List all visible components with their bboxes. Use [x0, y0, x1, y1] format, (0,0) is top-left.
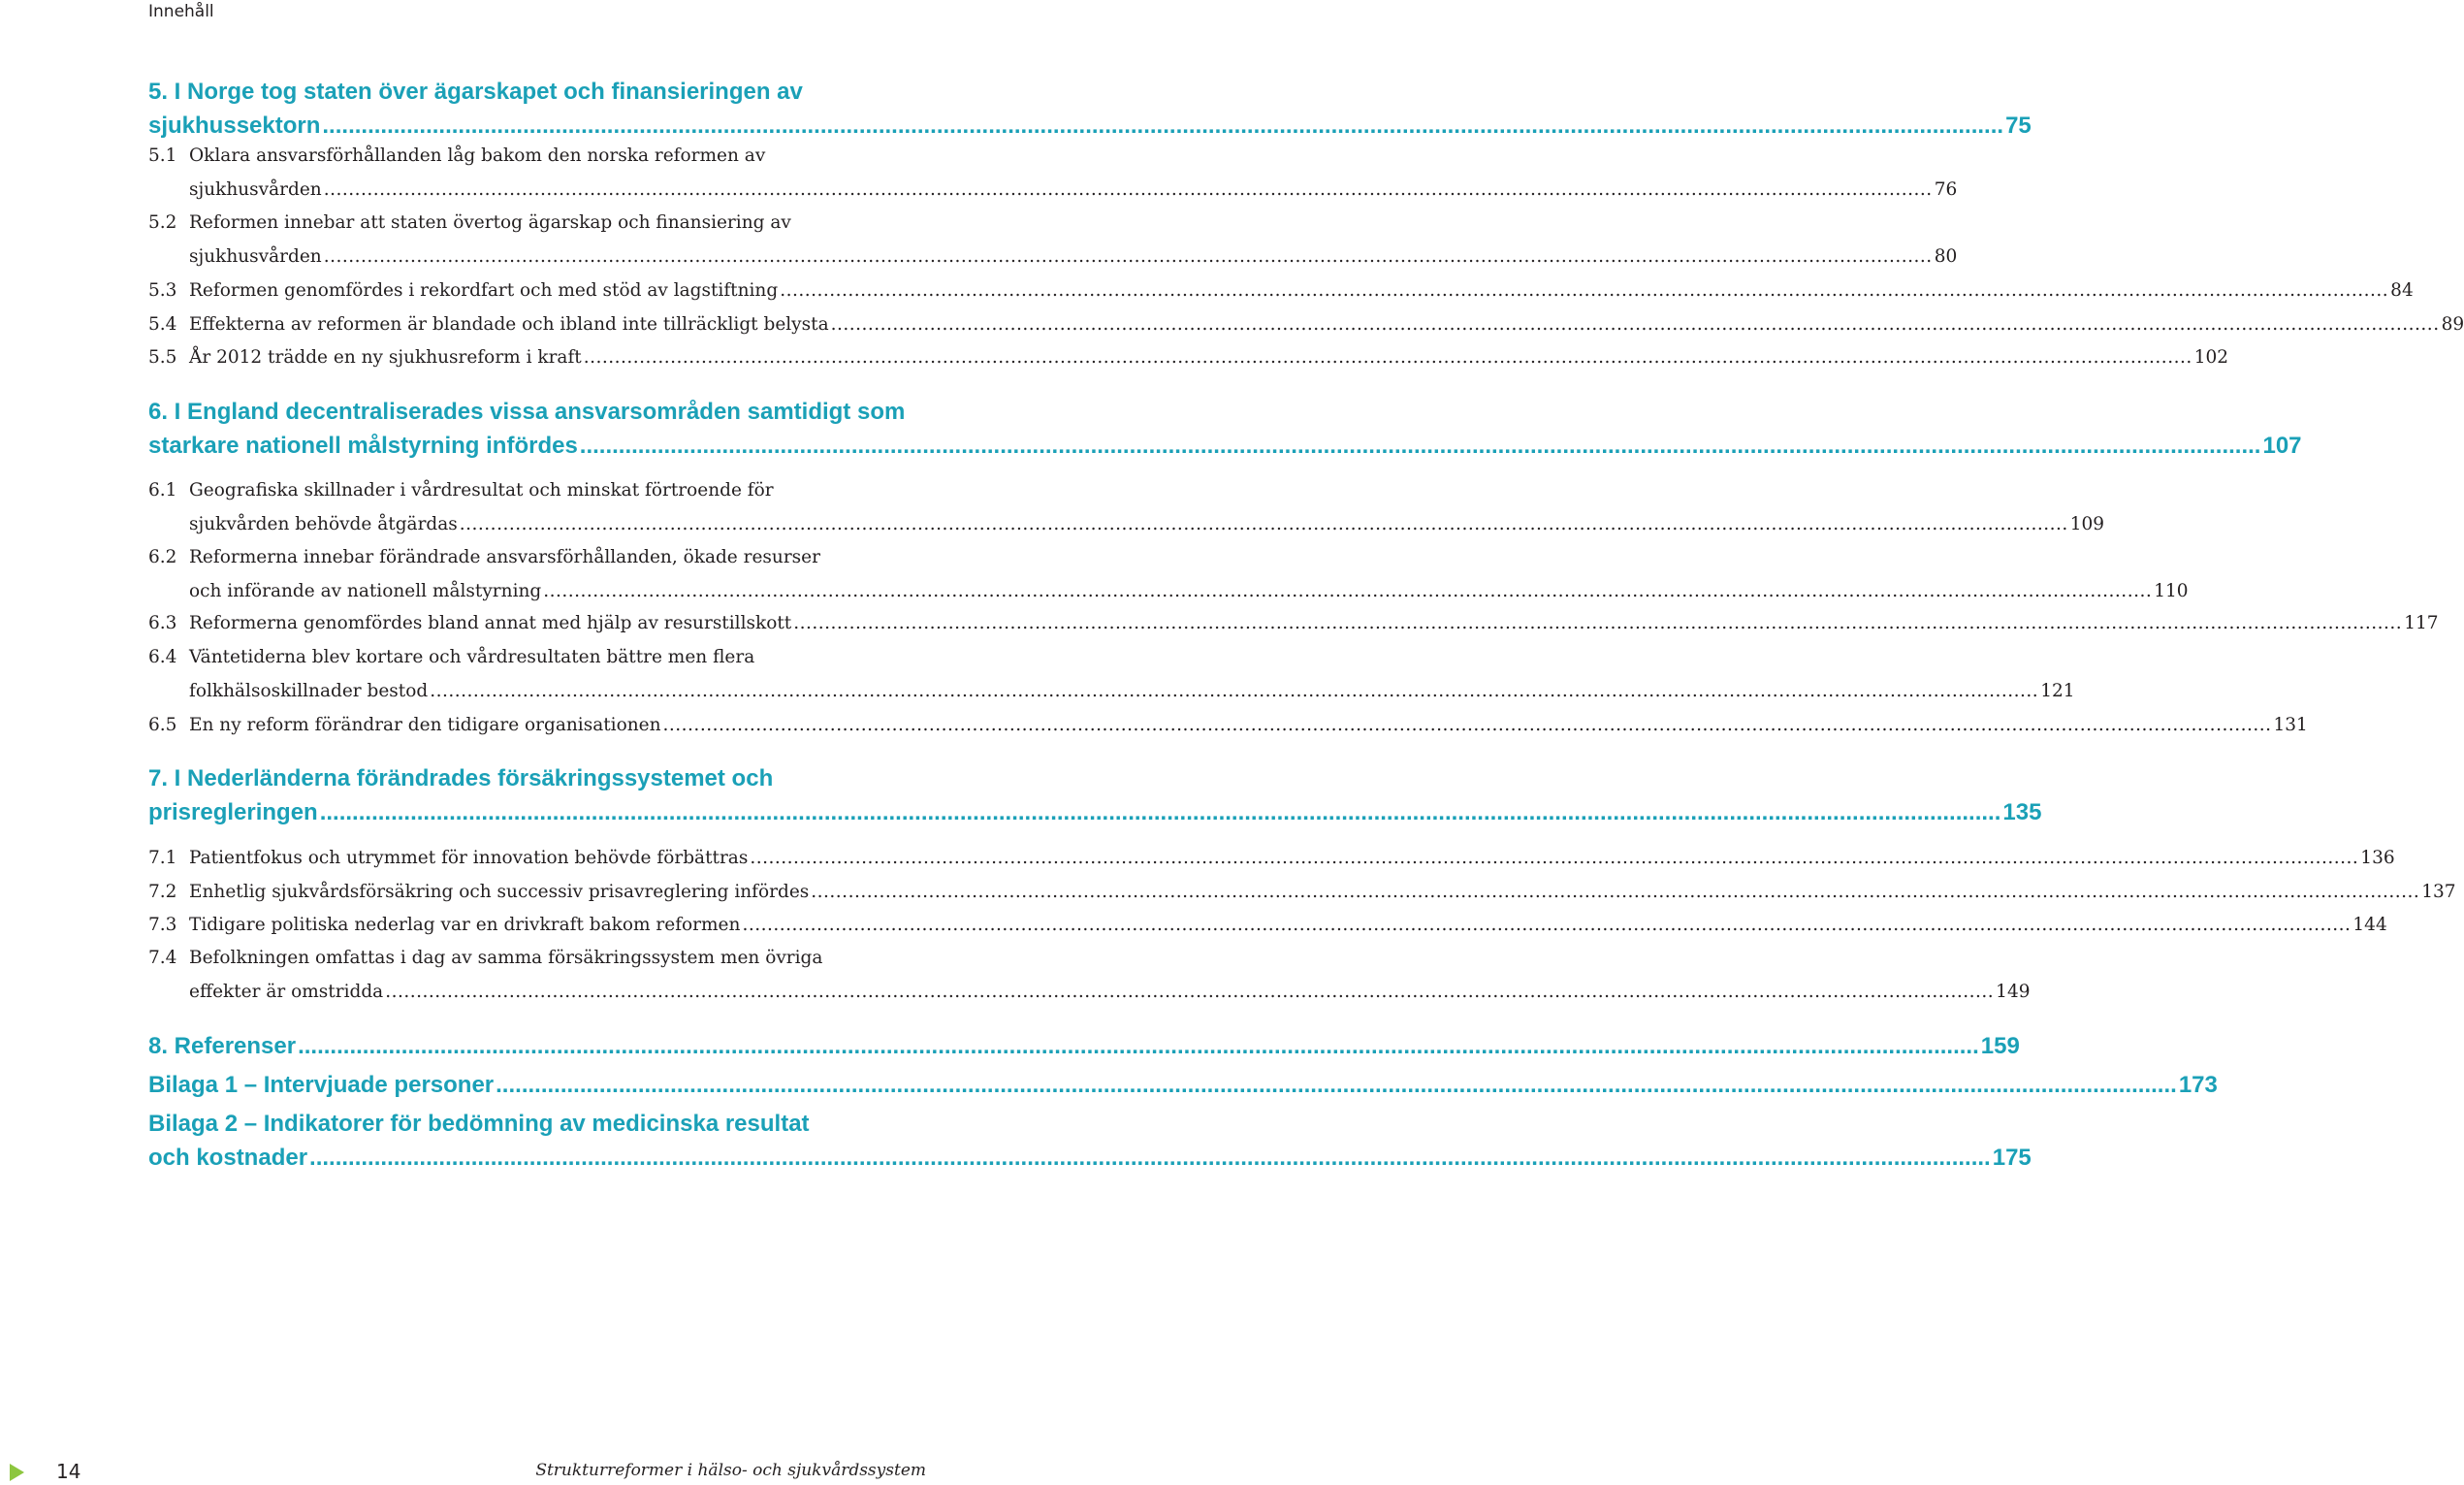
toc-page-number: 84 — [2390, 280, 2414, 301]
toc-page-number: 110 — [2154, 580, 2189, 601]
dot-leader: .................................................................................................................................................................................................................................................................... — [430, 680, 2039, 701]
toc-chapter-19[interactable] — [148, 1107, 2032, 1175]
toc-section-3[interactable] — [148, 274, 2414, 308]
toc-entry-number: 6.4 — [148, 647, 177, 667]
toc-entry-title-line: Väntetiderna blev kortare och vårdresultaten bättre men flera — [189, 647, 755, 667]
dot-leader: .................................................................................................................................................................................................................................................................... — [579, 433, 2261, 459]
toc-section-5[interactable] — [148, 341, 2229, 375]
toc-section-16[interactable] — [148, 942, 2031, 1009]
toc-entry-title-line: Befolkningen omfattas i dag av samma försäkringssystem men övriga — [189, 948, 823, 968]
toc-entry-title-line: sjukhusvården — [189, 178, 322, 200]
toc-entry-title-line: Reformerna innebar förändrade ansvarsförhållanden, ökade resurser — [189, 547, 820, 567]
toc-page-number: 80 — [1934, 245, 1958, 267]
toc-entry-number: 7.1 — [148, 848, 177, 868]
toc-chapter-18[interactable] — [148, 1068, 2218, 1102]
toc-entry-title-line: Geografiska skillnader i vårdresultat och minskat förtroende för — [189, 480, 774, 500]
toc-section-9[interactable] — [148, 607, 2439, 641]
toc-entry-number: 6.3 — [148, 613, 177, 633]
toc-entry-title-line: Reformerna genomfördes bland annat med hjälp av resurstillskott — [189, 613, 792, 633]
toc-entry-title-line: Tidigare politiska nederlag var en drivkraft bakom reformen — [189, 915, 741, 935]
toc-page-number: 102 — [2193, 347, 2229, 368]
toc-page-number: 149 — [1996, 981, 2031, 1002]
toc-page-number: 175 — [1992, 1145, 2032, 1171]
toc-chapter-0[interactable] — [148, 75, 2032, 143]
toc-entry-title-line: 6. I England decentraliserades vissa ansvarsområden samtidigt som — [148, 399, 906, 425]
toc-section-7[interactable] — [148, 474, 2105, 541]
toc-page-number: 131 — [2273, 715, 2308, 735]
triangle-right-icon — [10, 1464, 24, 1481]
dot-leader: .................................................................................................................................................................................................................................................................... — [496, 1072, 2177, 1098]
toc-page-number: 135 — [2002, 799, 2042, 825]
toc-page-number: 121 — [2040, 680, 2075, 701]
toc-chapter-12[interactable] — [148, 761, 2042, 829]
toc-entry-title-line: Effekterna av reformen är blandade och ibland inte tillräckligt belysta — [189, 314, 829, 335]
dot-leader: .................................................................................................................................................................................................................................................................... — [322, 113, 2004, 139]
toc-entry-number: 5.4 — [148, 314, 177, 335]
toc-page-number: 117 — [2404, 613, 2439, 633]
toc-section-11[interactable] — [148, 709, 2308, 743]
dot-leader: .................................................................................................................................................................................................................................................................... — [662, 715, 2272, 735]
toc-entry-title-line: Reformen innebar att staten övertog ägarskap och finansiering av — [189, 212, 791, 233]
toc-entry-title-line: effekter är omstridda — [189, 981, 384, 1002]
toc-entry-title-line: sjukhussektorn — [148, 113, 321, 139]
dot-leader: .................................................................................................................................................................................................................................................................... — [298, 1033, 1979, 1059]
toc-entry-number: 6.5 — [148, 715, 177, 735]
toc-section-8[interactable] — [148, 541, 2189, 608]
dot-leader: .................................................................................................................................................................................................................................................................... — [830, 314, 2440, 335]
toc-page-number: 144 — [2352, 915, 2387, 935]
toc-entry-number: 5.5 — [148, 347, 177, 368]
dot-leader: .................................................................................................................................................................................................................................................................... — [385, 981, 1995, 1002]
dot-leader: .................................................................................................................................................................................................................................................................... — [309, 1145, 1991, 1171]
toc-entry-number: 7.4 — [148, 948, 177, 968]
toc-chapter-17[interactable] — [148, 1029, 2020, 1063]
toc-entry-title-line: starkare nationell målstyrning infördes — [148, 433, 578, 459]
footer-publication-title: Strukturreformer i hälso- och sjukvårdssystem — [535, 1461, 926, 1480]
toc-entry-number: 7.3 — [148, 915, 177, 935]
toc-entry-number: 6.1 — [148, 480, 177, 500]
toc-section-13[interactable] — [148, 842, 2395, 876]
toc-entry-title-line: En ny reform förändrar den tidigare organisationen — [189, 715, 661, 735]
toc-section-10[interactable] — [148, 641, 2075, 708]
toc-entry-title-line: och införande av nationell målstyrning — [189, 580, 542, 601]
toc-entry-title-line: Oklara ansvarsförhållanden låg bakom den norska reformen av — [189, 145, 766, 166]
dot-leader: .................................................................................................................................................................................................................................................................... — [793, 613, 2403, 633]
toc-entry-title-line: År 2012 trädde en ny sjukhusreform i kraft — [189, 347, 582, 368]
toc-entry-title-line: och kostnader — [148, 1145, 308, 1171]
toc-page-number: 109 — [2069, 513, 2105, 534]
toc-page-number: 107 — [2262, 433, 2302, 459]
toc-entry-number: 5.2 — [148, 212, 177, 233]
dot-leader: .................................................................................................................................................................................................................................................................... — [543, 580, 2153, 601]
footer-page-number: 14 — [56, 1460, 81, 1483]
toc-page-number: 173 — [2178, 1072, 2218, 1098]
dot-leader: .................................................................................................................................................................................................................................................................... — [811, 882, 2420, 902]
toc-entry-number: 5.3 — [148, 280, 177, 301]
dot-leader: .................................................................................................................................................................................................................................................................... — [323, 245, 1933, 267]
toc-page-number: 89 — [2441, 314, 2464, 335]
toc-page-number: 136 — [2360, 848, 2395, 868]
toc-section-4[interactable] — [148, 308, 2464, 342]
dot-leader: .................................................................................................................................................................................................................................................................... — [583, 347, 2192, 368]
toc-entry-number: 5.1 — [148, 145, 177, 166]
dot-leader: .................................................................................................................................................................................................................................................................... — [780, 280, 2389, 301]
section-header: Innehåll — [148, 2, 214, 21]
toc-entry-title-line: prisregleringen — [148, 799, 318, 825]
toc-entry-number: 7.2 — [148, 882, 177, 902]
toc-entry-title-line: Bilaga 1 – Intervjuade personer — [148, 1072, 495, 1098]
toc-section-1[interactable] — [148, 140, 1958, 207]
toc-entry-title-line: Enhetlig sjukvårdsförsäkring och successiv prisavreglering infördes — [189, 882, 810, 902]
toc-entry-title-line: Bilaga 2 – Indikatorer för bedömning av medicinska resultat — [148, 1111, 810, 1137]
toc-entry-title-line: 8. Referenser — [148, 1033, 297, 1059]
dot-leader: .................................................................................................................................................................................................................................................................... — [742, 915, 2352, 935]
toc-chapter-6[interactable] — [148, 395, 2302, 463]
dot-leader: .................................................................................................................................................................................................................................................................... — [750, 848, 2359, 868]
toc-page-number: 137 — [2421, 882, 2456, 902]
toc-entry-number: 6.2 — [148, 547, 177, 567]
toc-page-number: 76 — [1934, 178, 1958, 200]
toc-section-15[interactable] — [148, 909, 2387, 943]
dot-leader: .................................................................................................................................................................................................................................................................... — [459, 513, 2068, 534]
dot-leader: .................................................................................................................................................................................................................................................................... — [319, 799, 2001, 825]
toc-page-number: 159 — [1980, 1033, 2020, 1059]
toc-entry-title-line: 5. I Norge tog staten över ägarskapet och finansieringen av — [148, 79, 803, 105]
toc-entry-title-line: Patientfokus och utrymmet för innovation behövde förbättras — [189, 848, 749, 868]
dot-leader: .................................................................................................................................................................................................................................................................... — [323, 178, 1933, 200]
toc-entry-title-line: 7. I Nederländerna förändrades försäkringssystemet och — [148, 765, 774, 791]
toc-entry-title-line: Reformen genomfördes i rekordfart och med stöd av lagstiftning — [189, 280, 779, 301]
toc-section-2[interactable] — [148, 207, 1958, 274]
toc-entry-title-line: folkhälsoskillnader bestod — [189, 680, 429, 701]
toc-entry-title-line: sjukvården behövde åtgärdas — [189, 513, 458, 534]
toc-section-14[interactable] — [148, 876, 2456, 910]
toc-entry-title-line: sjukhusvården — [189, 245, 322, 267]
toc-page-number: 75 — [2005, 113, 2032, 139]
